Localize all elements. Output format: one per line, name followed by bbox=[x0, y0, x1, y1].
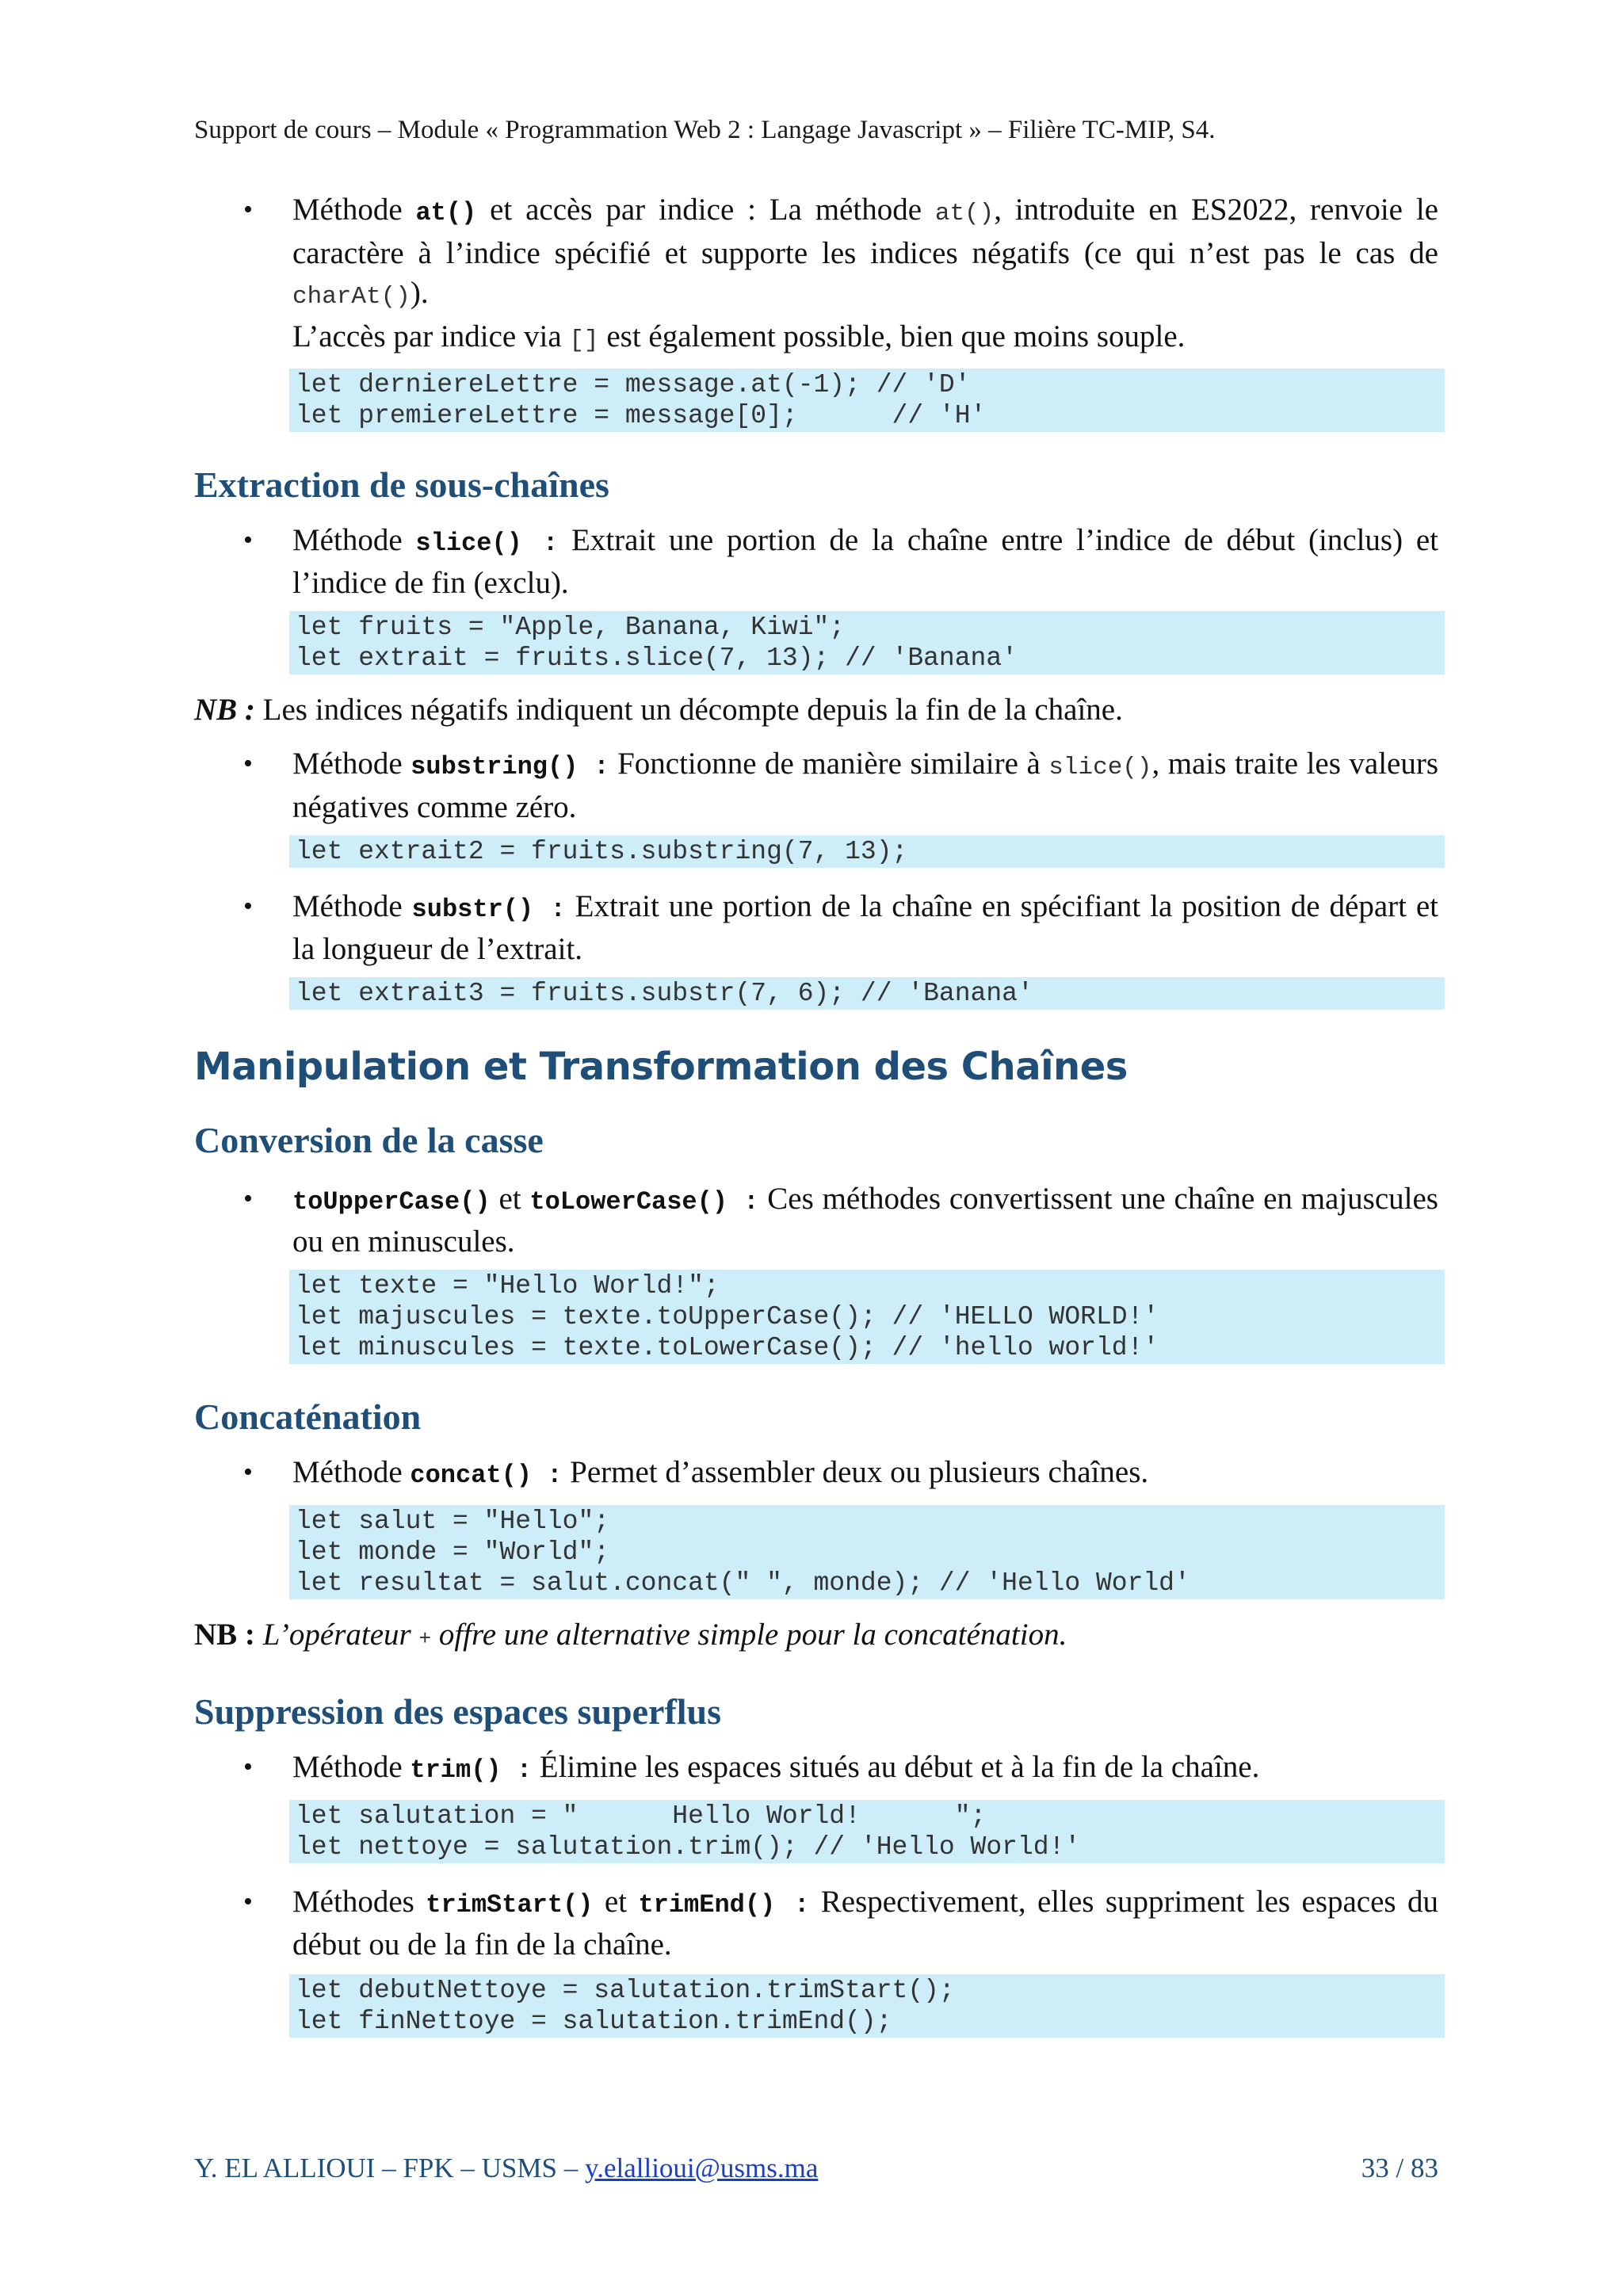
code-block-substring: let extrait2 = fruits.substring(7, 13); bbox=[289, 835, 1445, 868]
heading-manipulation: Manipulation et Transformation des Chaînes bbox=[194, 1045, 1128, 1089]
bullet-at-text-2: L’accès par indice via [] est également possible, bien que moins souple. bbox=[292, 319, 1186, 354]
heading-concat: Concaténation bbox=[194, 1396, 422, 1437]
bullet-trimstart-trimend: • Méthodes trimStart() et trimEnd() : Respectivement, elles suppriment les espaces du début ou de la fin de la chaîne. bbox=[194, 1882, 1438, 1965]
bullet-dot-icon: • bbox=[243, 1457, 253, 1487]
inline-code: at() bbox=[934, 200, 995, 227]
method-name: substring() : bbox=[411, 752, 609, 781]
bullet-dot-icon: • bbox=[243, 525, 253, 555]
heading-trim: Suppression des espaces superflus bbox=[194, 1691, 722, 1732]
inline-code: charAt() bbox=[292, 283, 411, 311]
page-number: 33 / 83 bbox=[1361, 2153, 1438, 2183]
method-name: trim() : bbox=[410, 1755, 533, 1785]
bullet-case-methods: • toUpperCase() et toLowerCase() : Ces méthodes convertissent une chaîne en majuscules ou en minuscules. bbox=[194, 1179, 1438, 1262]
page-footer bbox=[194, 2153, 1438, 2184]
bullet-dot-icon: • bbox=[243, 749, 253, 778]
footer-author: Y. EL ALLIOUI – FPK – USMS – bbox=[194, 2153, 585, 2183]
bullet-dot-icon: • bbox=[243, 1184, 253, 1213]
running-header: Support de cours – Module « Programmation Web 2 : Langage Javascript » – Filière TC-MIP, S4. bbox=[194, 116, 1216, 144]
note-negative-indices: NB : Les indices négatifs indiquent un décompte depuis la fin de la chaîne. bbox=[194, 693, 1123, 727]
method-name: trimStart() bbox=[426, 1890, 594, 1920]
bullet-slice-method: • Méthode slice() : Extrait une portion de la chaîne entre l’indice de début (inclus) et l’indice de fin (exclu). bbox=[194, 521, 1438, 603]
page-content bbox=[194, 190, 1438, 2038]
code-block-at: let derniereLettre = message.at(-1); // 'D' let premiereLettre = message[0]; // 'H' bbox=[289, 369, 1445, 432]
method-name: at() bbox=[415, 198, 477, 227]
method-name: concat() : bbox=[410, 1461, 563, 1490]
method-name: slice() : bbox=[415, 529, 559, 558]
footer-email-link[interactable]: y.elallioui@usms.ma bbox=[584, 2153, 819, 2183]
code-block-slice: let fruits = "Apple, Banana, Kiwi"; let extrait = fruits.slice(7, 13); // 'Banana' bbox=[289, 611, 1445, 674]
code-block-concat: let salut = "Hello"; let monde = "World"; let resultat = salut.concat(" ", monde); // 'Hello World' bbox=[289, 1505, 1445, 1599]
bullet-dot-icon: • bbox=[243, 1752, 253, 1782]
inline-code: + bbox=[418, 1627, 432, 1651]
code-block-trimstart-trimend: let debutNettoye = salutation.trimStart(); let finNettoye = salutation.trimEnd(); bbox=[289, 1974, 1445, 2038]
bullet-concat-method: • Méthode concat() : Permet d’assembler deux ou plusieurs chaînes. bbox=[194, 1453, 1438, 1496]
bullet-substring-method: • Méthode substring() : Fonctionne de manière similaire à slice(), mais traite les valeurs négatives comme zéro. bbox=[194, 744, 1438, 827]
method-name: trimEnd() : bbox=[638, 1890, 810, 1920]
note-plus-operator: NB : L’opérateur + offre une alternative simple pour la concaténation. bbox=[194, 1618, 1067, 1652]
bullet-at-text: Méthode at() et accès par indice : La méthode at(), introduite en ES2022, renvoie le caractère à l’indice spécifié et supporte les indices négatifs (ce qui n’est pas le cas de charAt()). bbox=[292, 193, 1438, 311]
bullet-substr-method: • Méthode substr() : Extrait une portion de la chaîne en spécifiant la position de départ et la longueur de l’extrait. bbox=[194, 887, 1438, 969]
bullet-dot-icon: • bbox=[243, 892, 253, 921]
method-name: substr() : bbox=[411, 895, 566, 924]
bullet-trim-method: • Méthode trim() : Élimine les espaces situés au début et à la fin de la chaîne. bbox=[194, 1748, 1438, 1790]
code-block-trim: let salutation = " Hello World! "; let nettoye = salutation.trim(); // 'Hello World!' bbox=[289, 1800, 1445, 1863]
bullet-dot-icon: • bbox=[243, 195, 253, 224]
bullet-at-method bbox=[194, 190, 1438, 361]
bullet-dot-icon: • bbox=[243, 1887, 253, 1916]
inline-code: [] bbox=[569, 327, 599, 354]
heading-extraction: Extraction de sous-chaînes bbox=[194, 464, 609, 505]
heading-casse: Conversion de la casse bbox=[194, 1120, 544, 1160]
code-block-case: let texte = "Hello World!"; let majuscules = texte.toUpperCase(); // 'HELLO WORLD!' let minuscules = texte.toLowerCase(); // 'hello world!' bbox=[289, 1270, 1445, 1364]
code-block-substr: let extrait3 = fruits.substr(7, 6); // 'Banana' bbox=[289, 977, 1445, 1010]
method-name: toLowerCase() : bbox=[529, 1187, 759, 1217]
method-name: toUpperCase() bbox=[292, 1187, 491, 1217]
inline-code: slice() bbox=[1048, 754, 1152, 781]
